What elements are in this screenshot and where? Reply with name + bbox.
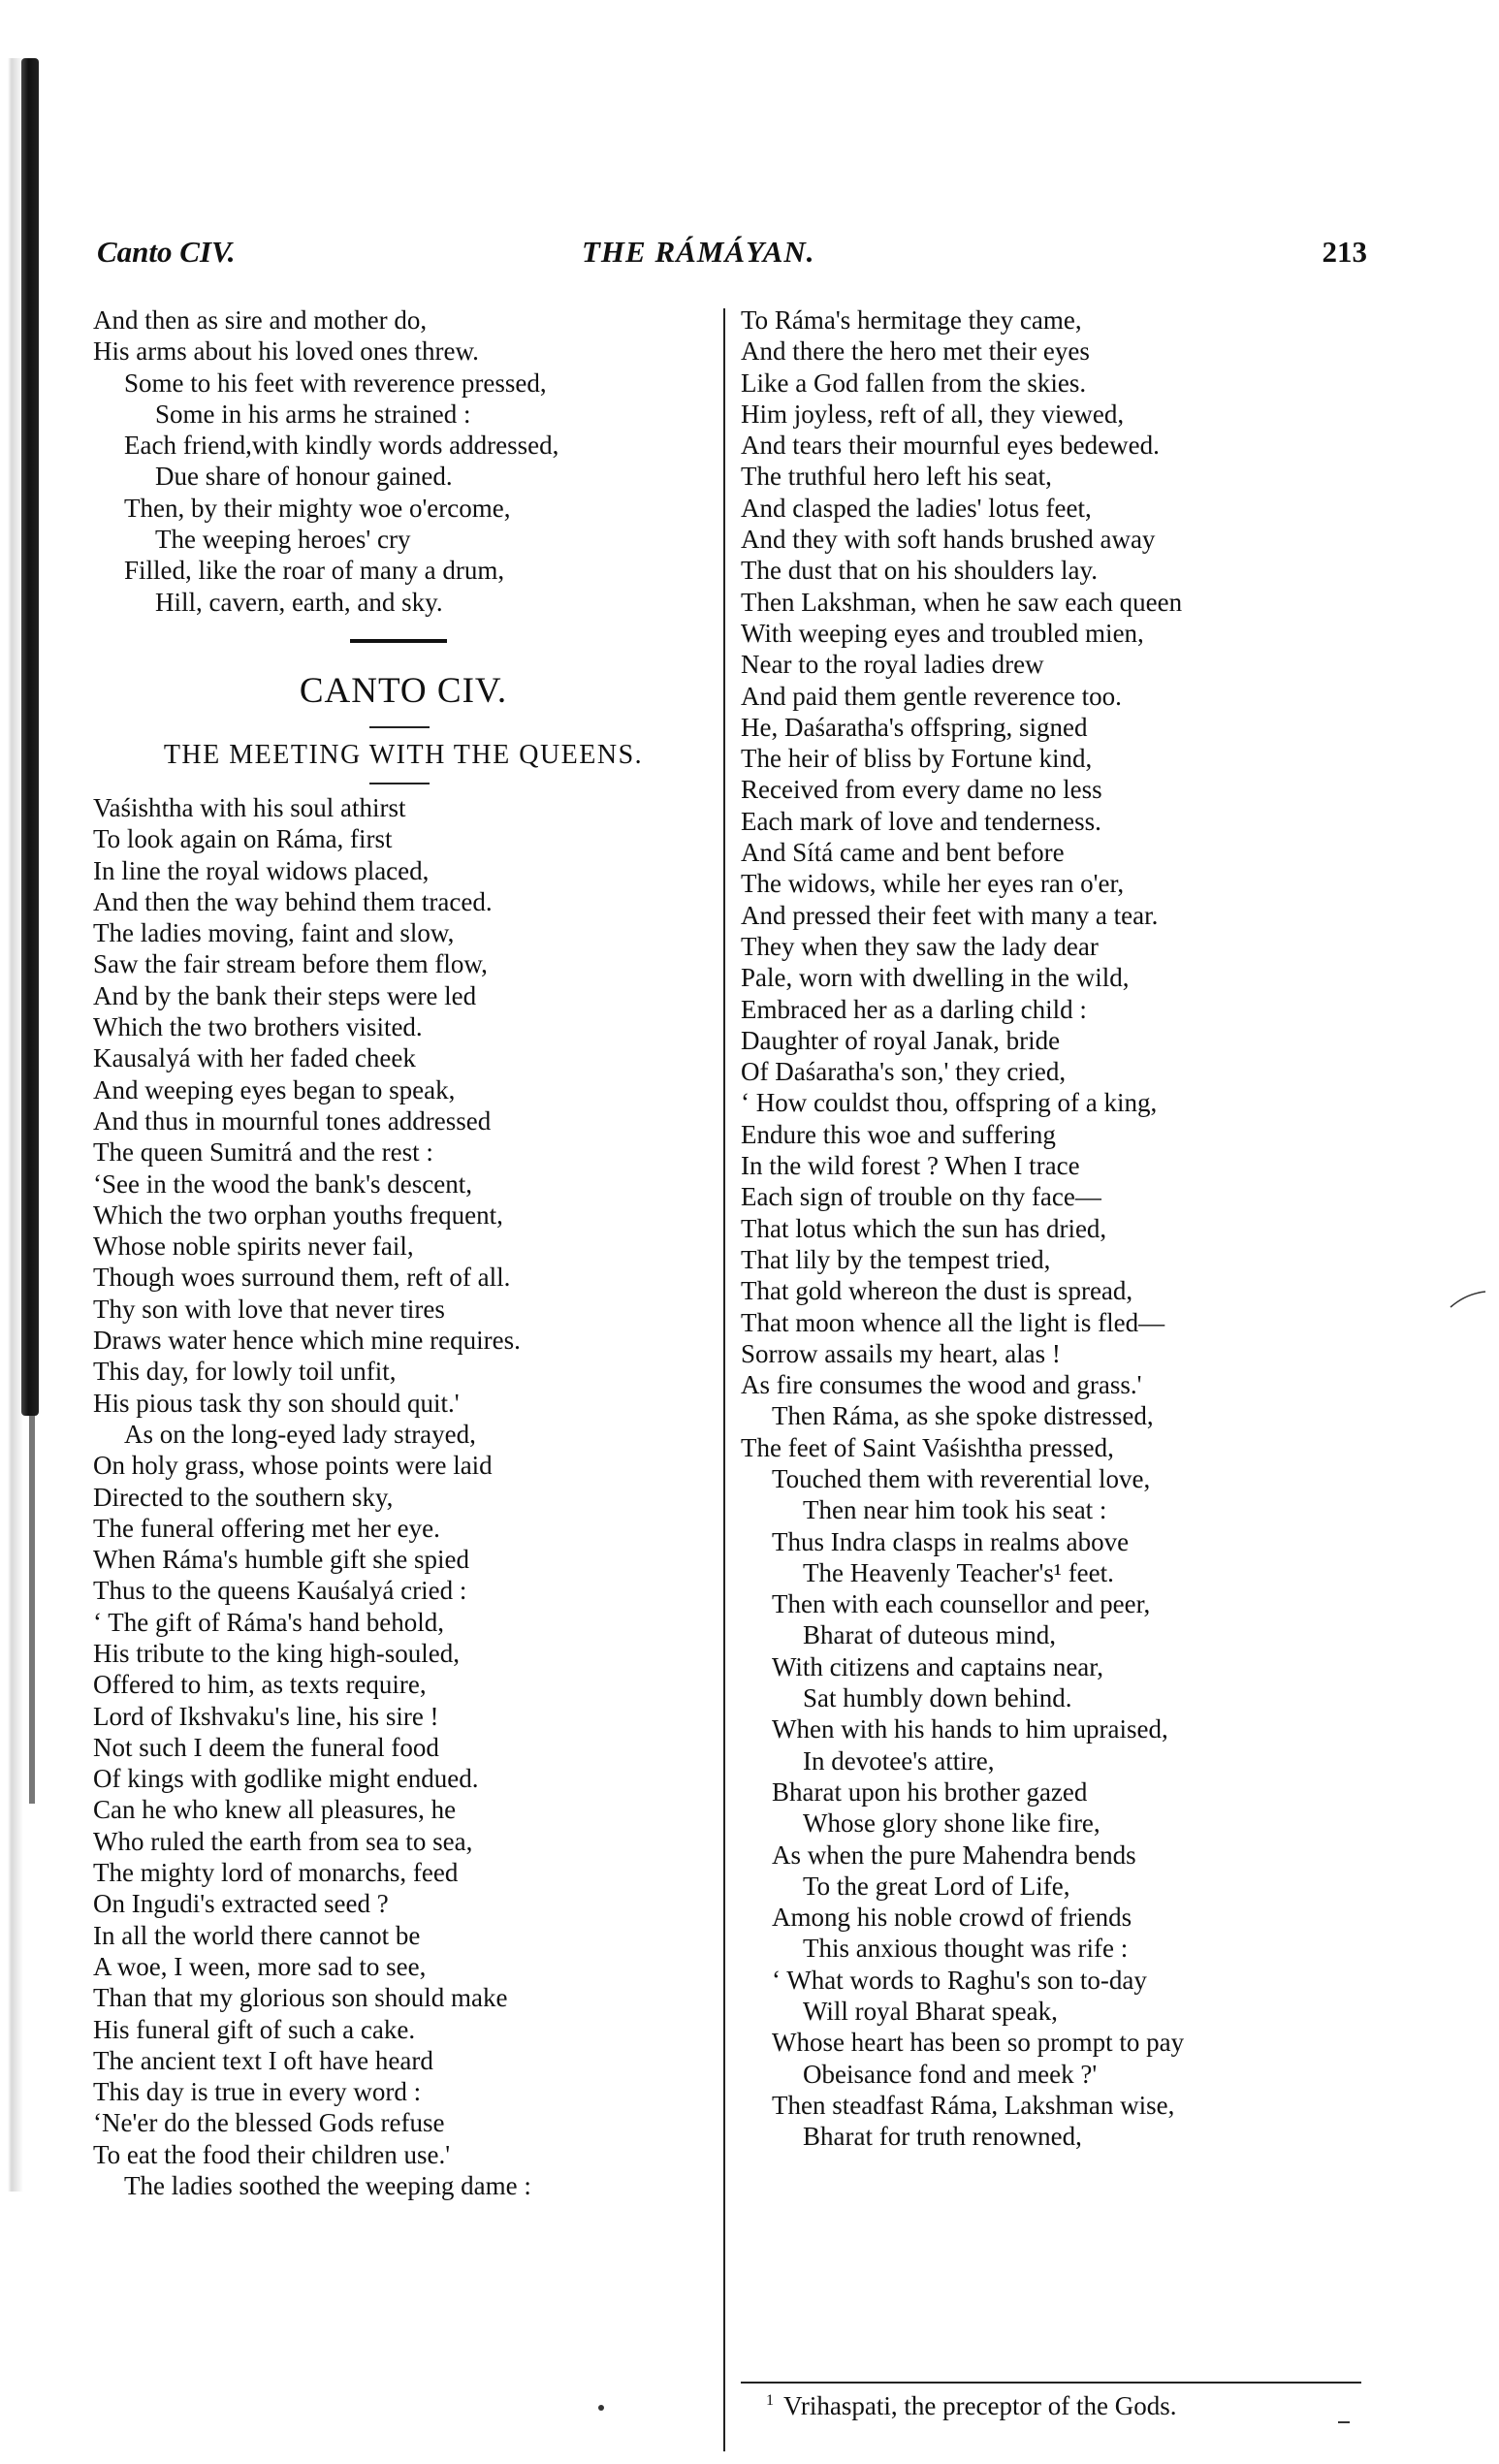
verse-block-previous-canto bbox=[93, 304, 714, 618]
canto-subtitle: THE MEETING WITH THE QUEENS. bbox=[163, 739, 644, 770]
verse-line: On holy grass, whose points were laid bbox=[93, 1451, 493, 1481]
verse-line: Each mark of love and tenderness. bbox=[741, 806, 1101, 836]
verse-line: The funeral offering met her eye. bbox=[93, 1513, 440, 1543]
footnote-text: Vrihaspati, the preceptor of the Gods. bbox=[783, 2391, 1177, 2420]
verse-line: ‘ How couldst thou, offspring of a king, bbox=[741, 1088, 1158, 1118]
verse-line: And clasped the ladies' lotus feet, bbox=[741, 493, 1092, 523]
left-column bbox=[93, 304, 714, 2201]
verse-line: The queen Sumitrá and the rest : bbox=[93, 1137, 433, 1168]
verse-line: Daughter of royal Janak, bride bbox=[741, 1025, 1061, 1055]
verse-line: To eat the food their children use.' bbox=[93, 2139, 451, 2169]
verse-line: ‘See in the wood the bank's descent, bbox=[93, 1168, 473, 1199]
heading-rule bbox=[93, 719, 714, 736]
verse-line: On Ingudi's extracted seed ? bbox=[93, 1889, 389, 1919]
verse-line: When Ráma's humble gift she spied bbox=[93, 1545, 470, 1575]
verse-line: His pious task thy son should quit.' bbox=[93, 1388, 460, 1418]
verse-line: The ancient text I oft have heard bbox=[93, 2045, 433, 2075]
verse-line: Then near him took his seat : bbox=[803, 1495, 1107, 1525]
verse-line: Pale, worn with dwelling in the wild, bbox=[741, 963, 1130, 993]
verse-line: In all the world there cannot be bbox=[93, 1920, 421, 1950]
verse-line: And then as sire and mother do, bbox=[93, 305, 428, 335]
verse-line: And then the way behind them traced. bbox=[93, 886, 493, 916]
verse-line: Received from every dame no less bbox=[741, 775, 1102, 805]
ink-dot bbox=[598, 2405, 604, 2411]
verse-line: The feet of Saint Vaśishtha pressed, bbox=[741, 1432, 1114, 1462]
verse-line: And weeping eyes began to speak, bbox=[93, 1074, 456, 1104]
verse-line: And they with soft hands brushed away bbox=[741, 525, 1156, 555]
verse-line: Than that my glorious son should make bbox=[93, 1983, 508, 2013]
verse-line: The truthful hero left his seat, bbox=[741, 462, 1052, 492]
footnote-rule bbox=[741, 2382, 1361, 2384]
verse-line: And there the hero met their eyes bbox=[741, 336, 1090, 367]
column-divider bbox=[723, 308, 725, 2451]
header-canto: Canto CIV. bbox=[97, 235, 236, 269]
verse-line: To the great Lord of Life, bbox=[803, 1871, 1070, 1901]
verse-line: Can he who knew all pleasures, he bbox=[93, 1795, 457, 1825]
verse-line: Saw the fair stream before them flow, bbox=[93, 949, 488, 979]
verse-line: The ladies moving, faint and slow, bbox=[93, 918, 455, 948]
verse-line: With citizens and captains near, bbox=[772, 1651, 1103, 1681]
verse-line: As when the pure Mahendra bends bbox=[772, 1840, 1136, 1870]
verse-line: Sat humbly down behind. bbox=[803, 1683, 1072, 1713]
verse-line: Bharat of duteous mind, bbox=[803, 1620, 1056, 1650]
verse-line: Touched them with reverential love, bbox=[772, 1463, 1151, 1493]
ink-dash bbox=[1338, 2421, 1350, 2423]
verse-line: Who ruled the earth from sea to sea, bbox=[93, 1826, 473, 1856]
verse-line: ‘Ne'er do the blessed Gods refuse bbox=[93, 2108, 445, 2138]
verse-line: That lotus which the sun has dried, bbox=[741, 1213, 1107, 1243]
verse-line: To Ráma's hermitage they came, bbox=[741, 305, 1082, 335]
footnote bbox=[766, 2391, 1367, 2421]
verse-line: Then with each counsellor and peer, bbox=[772, 1589, 1151, 1619]
verse-line: To look again on Ráma, first bbox=[93, 824, 393, 854]
canto-heading: CANTO CIV. bbox=[299, 670, 508, 711]
verse-line: Endure this woe and suffering bbox=[741, 1119, 1056, 1149]
verse-line: The Heavenly Teacher's¹ feet. bbox=[803, 1557, 1114, 1587]
verse-line: Bharat for truth renowned, bbox=[803, 2122, 1082, 2152]
verse-line: Due share of honour gained. bbox=[155, 462, 453, 492]
verse-line: Whose noble spirits never fail, bbox=[93, 1232, 414, 1262]
verse-line: Of kings with godlike might endued. bbox=[93, 1764, 479, 1794]
verse-line: And pressed their feet with many a tear. bbox=[741, 900, 1159, 930]
verse-line: They when they saw the lady dear bbox=[741, 931, 1099, 961]
verse-line: And tears their mournful eyes bedewed. bbox=[741, 431, 1160, 461]
verse-line: That moon whence all the light is fled— bbox=[741, 1307, 1165, 1337]
verse-line: ‘ What words to Raghu's son to-day bbox=[772, 1965, 1147, 1995]
verse-line: The mighty lord of monarchs, feed bbox=[93, 1858, 459, 1888]
verse-line: When with his hands to him upraised, bbox=[772, 1714, 1168, 1744]
verse-line: And paid them gentle reverence too. bbox=[741, 681, 1122, 711]
verse-line: This day, for lowly toil unfit, bbox=[93, 1357, 397, 1387]
verse-line: And thus in mournful tones addressed bbox=[93, 1105, 492, 1136]
verse-line: Of Daśaratha's son,' they cried, bbox=[741, 1057, 1067, 1087]
binding-edge-lower bbox=[29, 1416, 35, 1804]
page-number: 213 bbox=[1322, 235, 1367, 269]
verse-line: This anxious thought was rife : bbox=[803, 1934, 1129, 1964]
verse-line: Sorrow assails my heart, alas ! bbox=[741, 1338, 1061, 1368]
verse-line: This day is true in every word : bbox=[93, 2077, 422, 2107]
verse-line: Vaśishtha with his soul athirst bbox=[93, 792, 406, 822]
verse-line: The dust that on his shoulders lay. bbox=[741, 556, 1098, 586]
verse-line: ‘ The gift of Ráma's hand behold, bbox=[93, 1607, 445, 1637]
verse-line: And by the bank their steps were led bbox=[93, 980, 477, 1010]
binding-edge bbox=[21, 58, 39, 1416]
verse-line: Thus Indra clasps in realms above bbox=[772, 1526, 1130, 1556]
verse-line: Whose glory shone like fire, bbox=[803, 1808, 1100, 1839]
footnote-marker: 1 bbox=[766, 2392, 774, 2409]
verse-line: And Sítá came and bent before bbox=[741, 838, 1065, 868]
verse-line: The weeping heroes' cry bbox=[155, 525, 411, 555]
verse-line: Embraced her as a darling child : bbox=[741, 994, 1087, 1024]
verse-line: Lord of Ikshvaku's line, his sire ! bbox=[93, 1701, 439, 1731]
verse-line: Whose heart has been so prompt to pay bbox=[772, 2028, 1185, 2058]
verse-block-right bbox=[741, 304, 1371, 2153]
header-book-title: THE RÁMÁYAN. bbox=[582, 235, 815, 269]
verse-line: Thus to the queens Kauśalyá cried : bbox=[93, 1576, 467, 1606]
running-header bbox=[97, 235, 1367, 273]
verse-line: Which the two orphan youths frequent, bbox=[93, 1200, 503, 1230]
subtitle-rule bbox=[93, 775, 714, 792]
verse-line: Not such I deem the funeral food bbox=[93, 1732, 439, 1762]
verse-line: Then, by their mighty woe o'ercome, bbox=[124, 493, 511, 523]
verse-line: Kausalyá with her faded cheek bbox=[93, 1043, 416, 1073]
verse-line: He, Daśaratha's offspring, signed bbox=[741, 712, 1088, 742]
verse-line: His tribute to the king high-souled, bbox=[93, 1638, 460, 1668]
verse-line: Bharat upon his brother gazed bbox=[772, 1776, 1088, 1807]
verse-line: That lily by the tempest tried, bbox=[741, 1244, 1051, 1274]
verse-line: Each friend,with kindly words addressed, bbox=[124, 431, 559, 461]
verse-line: With weeping eyes and troubled mien, bbox=[741, 618, 1144, 648]
verse-line: Hill, cavern, earth, and sky. bbox=[155, 587, 443, 617]
verse-line: His arms about his loved ones threw. bbox=[93, 336, 479, 367]
verse-line: Will royal Bharat speak, bbox=[803, 1997, 1058, 2027]
pencil-mark bbox=[1449, 1290, 1487, 1309]
verse-block-canto-civ bbox=[93, 792, 714, 2201]
verse-line: As on the long-eyed lady strayed, bbox=[124, 1419, 476, 1449]
verse-line: Obeisance fond and meek ?' bbox=[803, 2059, 1098, 2089]
verse-line: That gold whereon the dust is spread, bbox=[741, 1276, 1133, 1306]
verse-line: Him joyless, reft of all, they viewed, bbox=[741, 399, 1125, 429]
verse-line: As fire consumes the wood and grass.' bbox=[741, 1370, 1142, 1400]
verse-line: Among his noble crowd of friends bbox=[772, 1903, 1132, 1933]
verse-line: Though woes surround them, reft of all. bbox=[93, 1263, 511, 1293]
section-ornament bbox=[93, 618, 714, 664]
verse-line: Like a God fallen from the skies. bbox=[741, 368, 1087, 398]
verse-line: In devotee's attire, bbox=[803, 1745, 995, 1776]
verse-line: Directed to the southern sky, bbox=[93, 1482, 394, 1512]
verse-line: Some in his arms he strained : bbox=[155, 399, 471, 429]
verse-line: In line the royal widows placed, bbox=[93, 855, 430, 885]
verse-line: Then Ráma, as she spoke distressed, bbox=[772, 1401, 1154, 1431]
verse-line: Offered to him, as texts require, bbox=[93, 1670, 427, 1700]
right-column bbox=[741, 304, 1371, 2153]
verse-line: Filled, like the roar of many a drum, bbox=[124, 556, 505, 586]
verse-line: The ladies soothed the weeping dame : bbox=[124, 2171, 531, 2201]
verse-line: Then Lakshman, when he saw each queen bbox=[741, 587, 1183, 617]
verse-line: Which the two brothers visited. bbox=[93, 1012, 423, 1042]
verse-line: In the wild forest ? When I trace bbox=[741, 1151, 1080, 1181]
verse-line: His funeral gift of such a cake. bbox=[93, 2014, 416, 2044]
verse-line: The heir of bliss by Fortune kind, bbox=[741, 744, 1093, 774]
verse-line: Near to the royal ladies drew bbox=[741, 650, 1044, 680]
verse-line: Some to his feet with reverence pressed, bbox=[124, 368, 547, 398]
verse-line: A woe, I ween, more sad to see, bbox=[93, 1951, 427, 1981]
verse-line: Then steadfast Ráma, Lakshman wise, bbox=[772, 2090, 1175, 2120]
verse-line: The widows, while her eyes ran o'er, bbox=[741, 869, 1125, 899]
verse-line: Each sign of trouble on thy face— bbox=[741, 1182, 1101, 1212]
verse-line: Thy son with love that never tires bbox=[93, 1294, 445, 1324]
verse-line: Draws water hence which mine requires. bbox=[93, 1326, 521, 1356]
